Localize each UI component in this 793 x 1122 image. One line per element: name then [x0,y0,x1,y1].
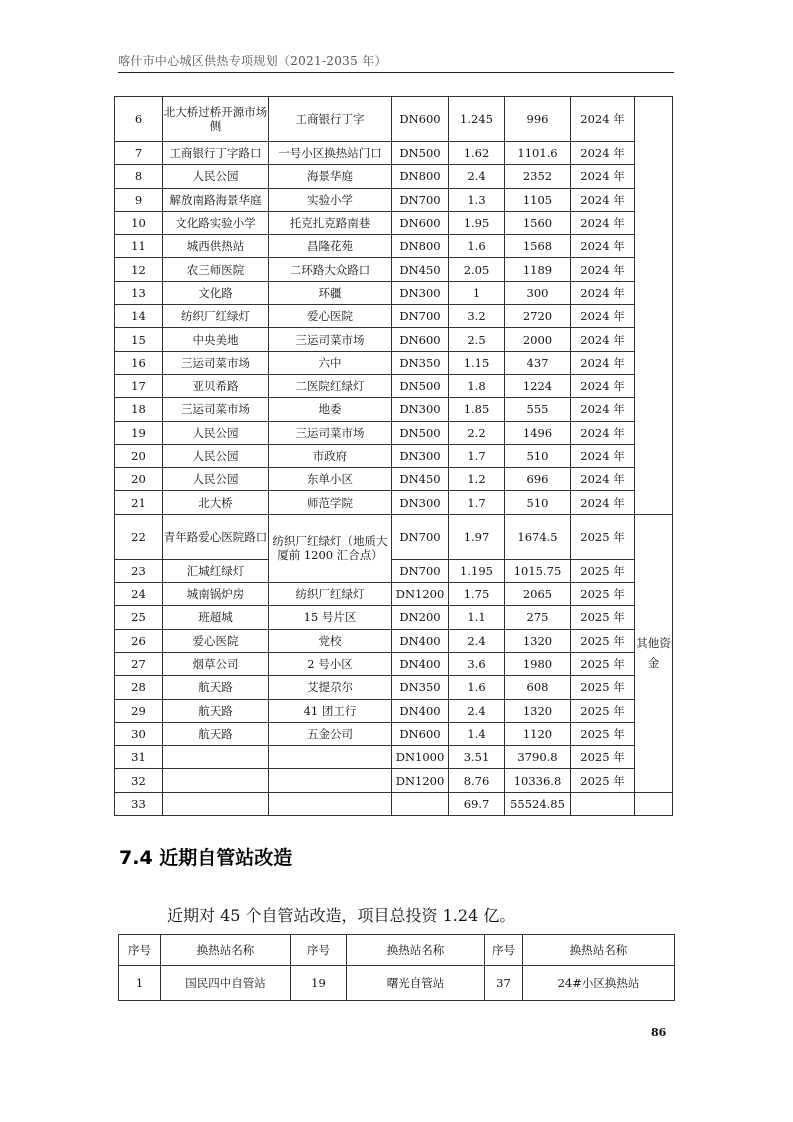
pipe-diameter: DN500 [392,421,449,444]
table-row [115,444,673,467]
table-row [115,722,673,745]
end-point: 东单小区 [269,468,392,491]
table-header-row [119,935,675,966]
end-point: 纺织厂红绿灯（地质大厦前 1200 汇合点） [269,514,392,582]
row-number: 23 [115,559,163,582]
table-row [115,281,673,304]
row-number: 6 [115,97,163,142]
table-row [115,746,673,769]
end-point: 海景华庭 [269,165,392,188]
pipe-diameter: DN600 [392,97,449,142]
pipe-length: 3.6 [449,652,505,675]
row-number: 31 [115,746,163,769]
pipe-length: 1.7 [449,444,505,467]
start-point: 三运司菜市场 [163,398,269,421]
pipe-length: 1.195 [449,559,505,582]
investment: 1101.6 [505,142,571,165]
start-point [163,769,269,792]
end-point: 二医院红绿灯 [269,374,392,397]
table-row [115,328,673,351]
start-point: 城南锅炉房 [163,583,269,606]
end-point: 地委 [269,398,392,421]
end-point: 实验小学 [269,188,392,211]
year: 2024 年 [571,374,635,397]
pipe-diameter: DN400 [392,652,449,675]
row-number: 24 [115,583,163,606]
investment: 2065 [505,583,571,606]
start-point: 人民公园 [163,165,269,188]
year: 2025 年 [571,699,635,722]
end-point: 一号小区换热站门口 [269,142,392,165]
year: 2025 年 [571,676,635,699]
row-number: 27 [115,652,163,675]
investment: 1224 [505,374,571,397]
column-header: 序号 [291,935,347,966]
end-point: 41 团工行 [269,699,392,722]
investment: 1674.5 [505,514,571,559]
end-point: 爱心医院 [269,305,392,328]
end-point: 三运司菜市场 [269,328,392,351]
investment: 608 [505,676,571,699]
row-number: 17 [115,374,163,397]
table-row [115,699,673,722]
end-point [269,769,392,792]
pipe-length: 2.4 [449,699,505,722]
start-point: 纺织厂红绿灯 [163,305,269,328]
pipe-length: 1.97 [449,514,505,559]
end-point: 2 号小区 [269,652,392,675]
year: 2024 年 [571,258,635,281]
pipe-length: 2.4 [449,629,505,652]
table-row [115,235,673,258]
row-number: 15 [115,328,163,351]
end-point: 艾提尕尔 [269,676,392,699]
investment: 510 [505,491,571,514]
table-row [115,374,673,397]
year: 2024 年 [571,235,635,258]
pipe-diameter [392,792,449,815]
pipe-diameter: DN300 [392,491,449,514]
year: 2024 年 [571,281,635,304]
investment: 55524.85 [505,792,571,815]
table-row [115,676,673,699]
table-row [115,188,673,211]
pipe-length: 2.2 [449,421,505,444]
start-point: 航天路 [163,699,269,722]
investment: 510 [505,444,571,467]
table-row [115,351,673,374]
pipe-length: 1.4 [449,722,505,745]
table-row [115,142,673,165]
start-point: 人民公园 [163,421,269,444]
pipe-length: 69.7 [449,792,505,815]
investment: 2720 [505,305,571,328]
start-point: 工商银行丁字路口 [163,142,269,165]
pipe-length: 1.15 [449,351,505,374]
row-number: 20 [115,468,163,491]
pipe-diameter: DN350 [392,676,449,699]
station-name: 国民四中自管站 [161,966,291,1001]
pipe-diameter: DN500 [392,142,449,165]
pipe-diameter: DN300 [392,398,449,421]
year: 2024 年 [571,211,635,234]
pipe-diameter: DN1200 [392,583,449,606]
pipe-length: 8.76 [449,769,505,792]
table-row [115,792,673,815]
pipe-length: 1.245 [449,97,505,142]
investment: 1015.75 [505,559,571,582]
pipe-length: 3.2 [449,305,505,328]
start-point: 青年路爱心医院路口 [163,514,269,559]
row-number: 32 [115,769,163,792]
start-point: 农三师医院 [163,258,269,281]
table-row [115,491,673,514]
table-row [115,769,673,792]
start-point: 城西供热站 [163,235,269,258]
pipe-diameter: DN700 [392,305,449,328]
start-point: 亚贝希路 [163,374,269,397]
pipe-diameter: DN700 [392,559,449,582]
table-row [115,421,673,444]
end-point: 纺织厂红绿灯 [269,583,392,606]
end-point: 昌隆花苑 [269,235,392,258]
investment: 275 [505,606,571,629]
page-number: 86 [651,1026,667,1039]
pipe-diameter: DN1200 [392,769,449,792]
table-row [115,606,673,629]
start-point: 文化路实验小学 [163,211,269,234]
year: 2024 年 [571,491,635,514]
table-row [115,258,673,281]
pipe-length: 1.95 [449,211,505,234]
page-header: 喀什市中心城区供热专项规划（2021-2035 年） [118,54,387,68]
year: 2024 年 [571,305,635,328]
investment: 1320 [505,629,571,652]
year: 2025 年 [571,722,635,745]
table-row [119,966,675,1001]
pipe-diameter: DN300 [392,444,449,467]
pipe-diameter: DN700 [392,188,449,211]
year: 2025 年 [571,514,635,559]
end-point: 工商银行丁字 [269,97,392,142]
investment: 555 [505,398,571,421]
station-name: 曙光自管站 [347,966,485,1001]
table-row [115,97,673,142]
investment: 300 [505,281,571,304]
start-point: 爱心医院 [163,629,269,652]
pipe-diameter: DN600 [392,211,449,234]
end-point: 六中 [269,351,392,374]
year: 2024 年 [571,142,635,165]
start-point [163,792,269,815]
funding-cell [635,792,673,815]
station-number: 1 [119,966,161,1001]
year: 2025 年 [571,559,635,582]
pipe-diameter: DN1000 [392,746,449,769]
start-point: 烟草公司 [163,652,269,675]
column-header: 换热站名称 [347,935,485,966]
start-point: 北大桥 [163,491,269,514]
start-point: 班超城 [163,606,269,629]
column-header: 序号 [119,935,161,966]
pipe-length: 1.1 [449,606,505,629]
pipe-length: 1.85 [449,398,505,421]
investment: 437 [505,351,571,374]
row-number: 28 [115,676,163,699]
pipe-diameter: DN400 [392,629,449,652]
row-number: 30 [115,722,163,745]
funding-cell [635,97,673,515]
row-number: 29 [115,699,163,722]
station-number: 37 [485,966,523,1001]
pipe-diameter: DN500 [392,374,449,397]
year: 2025 年 [571,769,635,792]
pipe-length: 1.6 [449,676,505,699]
year: 2024 年 [571,165,635,188]
table-row [115,629,673,652]
end-point: 五金公司 [269,722,392,745]
year: 2025 年 [571,746,635,769]
pipe-length: 1.3 [449,188,505,211]
row-number: 9 [115,188,163,211]
pipe-diameter: DN600 [392,722,449,745]
investment: 1320 [505,699,571,722]
year: 2024 年 [571,421,635,444]
table-row [115,652,673,675]
pipe-diameter: DN450 [392,258,449,281]
year: 2024 年 [571,444,635,467]
investment: 2000 [505,328,571,351]
pipe-length: 1.62 [449,142,505,165]
start-point [163,746,269,769]
row-number: 18 [115,398,163,421]
investment: 1120 [505,722,571,745]
pipe-length: 1.6 [449,235,505,258]
year: 2024 年 [571,97,635,142]
pipe-diameter: DN300 [392,281,449,304]
pipe-length: 1.75 [449,583,505,606]
pipe-length: 1 [449,281,505,304]
start-point: 北大桥过桥开源市场侧 [163,97,269,142]
year: 2024 年 [571,188,635,211]
year: 2024 年 [571,468,635,491]
start-point: 航天路 [163,722,269,745]
station-number: 19 [291,966,347,1001]
header-rule [118,72,674,73]
end-point [269,746,392,769]
year: 2024 年 [571,398,635,421]
start-point: 文化路 [163,281,269,304]
row-number: 33 [115,792,163,815]
pipe-diameter: DN400 [392,699,449,722]
row-number: 7 [115,142,163,165]
pipe-length: 1.7 [449,491,505,514]
investment: 3790.8 [505,746,571,769]
end-point: 托克扎克路南巷 [269,211,392,234]
start-point: 汇城红绿灯 [163,559,269,582]
row-number: 10 [115,211,163,234]
pipe-diameter: DN200 [392,606,449,629]
table-row [115,165,673,188]
investment: 1105 [505,188,571,211]
row-number: 22 [115,514,163,559]
pipe-network-table [114,96,673,816]
row-number: 14 [115,305,163,328]
investment: 696 [505,468,571,491]
start-point: 中央美地 [163,328,269,351]
end-point: 师范学院 [269,491,392,514]
body-paragraph: 近期对 45 个自管站改造，项目总投资 1.24 亿。 [167,906,516,925]
start-point: 人民公园 [163,468,269,491]
station-name: 24#小区换热站 [523,966,675,1001]
column-header: 换热站名称 [523,935,675,966]
end-point: 环疆 [269,281,392,304]
start-point: 人民公园 [163,444,269,467]
table-row [115,559,673,582]
pipe-diameter: DN350 [392,351,449,374]
investment: 1980 [505,652,571,675]
investment: 1568 [505,235,571,258]
table-row [115,468,673,491]
row-number: 20 [115,444,163,467]
row-number: 11 [115,235,163,258]
row-number: 8 [115,165,163,188]
investment: 2352 [505,165,571,188]
pipe-length: 2.4 [449,165,505,188]
pipe-diameter: DN700 [392,514,449,559]
table-row [115,305,673,328]
investment: 996 [505,97,571,142]
pipe-diameter: DN800 [392,165,449,188]
row-number: 12 [115,258,163,281]
pipe-length: 2.05 [449,258,505,281]
year: 2024 年 [571,351,635,374]
year: 2025 年 [571,629,635,652]
column-header: 换热站名称 [161,935,291,966]
pipe-length: 1.2 [449,468,505,491]
table-row [115,398,673,421]
end-point: 党校 [269,629,392,652]
pipe-length: 3.51 [449,746,505,769]
pipe-diameter: DN800 [392,235,449,258]
start-point: 解放南路海景华庭 [163,188,269,211]
end-point: 15 号片区 [269,606,392,629]
pipe-length: 1.8 [449,374,505,397]
end-point: 市政府 [269,444,392,467]
investment: 1560 [505,211,571,234]
row-number: 25 [115,606,163,629]
pipe-diameter: DN450 [392,468,449,491]
row-number: 16 [115,351,163,374]
year: 2024 年 [571,328,635,351]
column-header: 序号 [485,935,523,966]
station-table [118,934,675,1001]
table-row [115,211,673,234]
end-point [269,792,392,815]
year: 2025 年 [571,652,635,675]
table-row [115,583,673,606]
investment: 1496 [505,421,571,444]
start-point: 三运司菜市场 [163,351,269,374]
row-number: 19 [115,421,163,444]
funding-source-note: 其他资金 [635,514,673,792]
investment: 1189 [505,258,571,281]
end-point: 二环路大众路口 [269,258,392,281]
section-heading: 7.4 近期自管站改造 [119,847,293,869]
investment: 10336.8 [505,769,571,792]
pipe-length: 2.5 [449,328,505,351]
end-point: 三运司菜市场 [269,421,392,444]
row-number: 13 [115,281,163,304]
year: 2025 年 [571,606,635,629]
pipe-diameter: DN600 [392,328,449,351]
start-point: 航天路 [163,676,269,699]
row-number: 26 [115,629,163,652]
table-row [115,514,673,559]
year: 2025 年 [571,583,635,606]
row-number: 21 [115,491,163,514]
year [571,792,635,815]
